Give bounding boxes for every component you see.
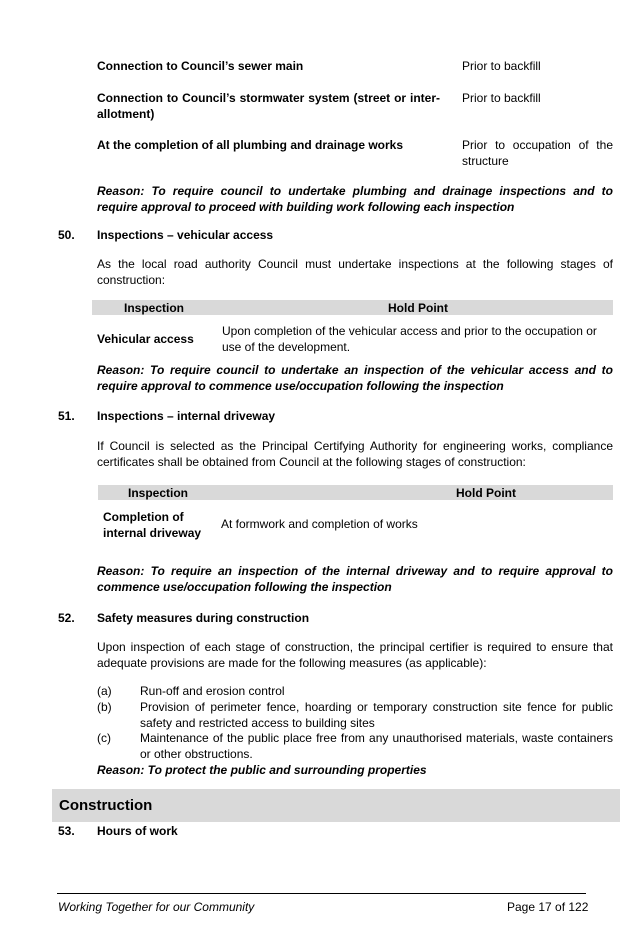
inspection-row-label: Connection to Council’s sewer main — [97, 59, 304, 73]
table-cell-hold-point: Upon completion of the vehicular access and prior to the occupation or use of the development. — [222, 324, 597, 354]
section-number: 51. — [58, 409, 75, 423]
table-cell-inspection: Vehicular access — [97, 332, 194, 346]
table-header-inspection: Inspection — [128, 486, 189, 500]
footer-page-number: Page 17 of 122 — [507, 900, 589, 914]
reason-internal-driveway: Reason: To require an inspection of the internal driveway and to require approval to commence use/occupation following the inspection — [97, 564, 613, 594]
list-item-text: Provision of perimeter fence, hoarding or temporary construction site fence for public safety and restricted access to building sites — [140, 700, 613, 730]
inspection-row-value: Prior to backfill — [462, 91, 541, 105]
section-number: 53. — [58, 824, 75, 838]
inspection-row-label: At the completion of all plumbing and drainage works — [97, 138, 404, 152]
reason-vehicular-access: Reason: To require council to undertake an inspection of the vehicular access and to require approval to commence use/occupation following the inspection — [97, 363, 613, 393]
list-item-text: Run-off and erosion control — [140, 684, 285, 698]
reason-safety-measures: Reason: To protect the public and surrounding properties — [97, 763, 427, 777]
construction-heading-bar — [52, 789, 620, 822]
list-item-text: Maintenance of the public place free from any unauthorised materials, waste containers or other obstructions. — [140, 731, 613, 761]
table-header-inspection: Inspection — [124, 301, 185, 315]
section-title: Hours of work — [97, 824, 178, 838]
section-number: 52. — [58, 611, 75, 625]
table-cell-hold-point: At formwork and completion of works — [221, 517, 418, 531]
list-item-letter: (a) — [97, 684, 112, 698]
section-title: Safety measures during construction — [97, 611, 310, 625]
section-body: As the local road authority Council must undertake inspections at the following stages of construction: — [97, 257, 613, 287]
section-number: 50. — [58, 228, 75, 242]
list-item-letter: (b) — [97, 700, 112, 714]
table-header-hold-point: Hold Point — [456, 486, 516, 500]
footer-divider — [57, 893, 586, 894]
inspection-row-value: Prior to backfill — [462, 59, 541, 73]
section-body: Upon inspection of each stage of construction, the principal certifier is required to ensure that adequate provisions are made for the following measures (as applicable): — [97, 640, 613, 670]
inspection-row-label: Connection to Council’s stormwater system (street or inter-allotment) — [97, 91, 440, 121]
construction-heading: Construction — [59, 797, 153, 814]
table-header — [98, 485, 613, 500]
table-header — [92, 300, 613, 315]
table-header-hold-point: Hold Point — [388, 301, 448, 315]
footer-left: Working Together for our Community — [58, 900, 255, 914]
section-body: If Council is selected as the Principal Certifying Authority for engineering works, compliance certificates shall be obtained from Council at the following stages of construction: — [97, 439, 613, 469]
section-title: Inspections – internal driveway — [97, 409, 276, 423]
list-item-letter: (c) — [97, 731, 111, 745]
reason-plumbing: Reason: To require council to undertake plumbing and drainage inspections and to require approval to proceed with building work following each inspection — [97, 184, 613, 214]
section-title: Inspections – vehicular access — [97, 228, 274, 242]
table-cell-inspection: Completion of internal driveway — [103, 510, 202, 540]
inspection-row-value: Prior to occupation of the structure — [462, 138, 613, 168]
